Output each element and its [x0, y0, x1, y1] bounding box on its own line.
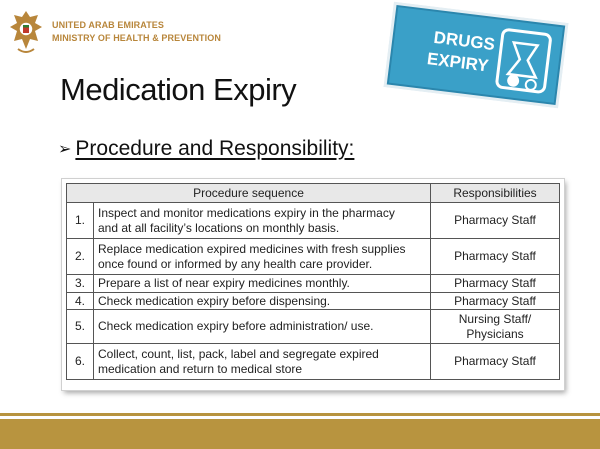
procedure-line: Inspect and monitor medications expiry in the pharmacy — [98, 206, 395, 220]
page-title: Medication Expiry — [60, 72, 297, 107]
procedure-line: Replace medication expired medicines with fresh supplies — [98, 242, 406, 256]
responsibility-cell — [431, 292, 560, 310]
col-header-responsibilities: Responsibilities — [431, 184, 560, 203]
row-number: 2. — [67, 239, 94, 275]
responsibility-line: Pharmacy Staff — [454, 354, 536, 369]
responsibility-line: Pharmacy Staff — [454, 249, 536, 264]
procedure-cell — [94, 275, 431, 293]
procedure-line: Check medication expiry before administration/ use. — [98, 319, 374, 334]
ministry-name — [52, 19, 221, 45]
row-number: 1. — [67, 203, 94, 239]
procedure-table-frame — [62, 179, 564, 390]
procedure-cell — [94, 203, 431, 239]
responsibility-cell — [431, 275, 560, 293]
procedure-line: once found or informed by any health care provider. — [98, 256, 373, 271]
table-row — [67, 275, 560, 293]
arrow-bullet-icon: ➢ — [58, 141, 72, 158]
responsibility-cell — [431, 239, 560, 275]
badge-text-1: DRUGS — [432, 27, 496, 55]
procedure-line: and at all facility’s locations on monthly basis. — [98, 220, 340, 235]
org-line-2: MINISTRY OF HEALTH & PREVENTION — [52, 33, 221, 43]
drugs-expiry-badge-icon — [383, 2, 568, 109]
responsibility-cell — [431, 203, 560, 239]
responsibility-line: Physicians — [466, 326, 524, 341]
procedure-line: Check medication expiry before dispensing. — [98, 293, 331, 308]
section-heading-text: Procedure and Responsibility: — [75, 137, 355, 160]
procedure-line: Prepare a list of near expiry medicines monthly. — [98, 276, 350, 290]
procedure-cell — [94, 344, 431, 380]
procedure-cell — [94, 310, 431, 344]
responsibility-line: Pharmacy Staff — [454, 293, 536, 308]
badge-text-2: EXPIRY — [426, 49, 490, 76]
table-row — [67, 344, 560, 380]
table-row — [67, 310, 560, 344]
procedure-cell — [94, 292, 431, 310]
col-header-procedure: Procedure sequence — [67, 184, 431, 203]
procedure-line: medication and return to medical store — [98, 361, 303, 376]
row-number: 3. — [67, 275, 94, 293]
table-row — [67, 203, 560, 239]
footer-rule — [0, 413, 600, 416]
table-row — [67, 292, 560, 310]
uae-emblem-icon — [8, 9, 44, 55]
procedure-table — [66, 183, 560, 380]
row-number: 5. — [67, 310, 94, 344]
row-number: 4. — [67, 292, 94, 310]
responsibility-line: Nursing Staff/ — [458, 312, 532, 326]
section-heading — [58, 137, 354, 161]
footer-bar — [0, 419, 600, 449]
table-row — [67, 239, 560, 275]
header — [0, 0, 600, 76]
responsibility-cell — [431, 310, 560, 344]
row-number: 6. — [67, 344, 94, 380]
procedure-cell — [94, 239, 431, 275]
table-header-row — [67, 184, 560, 203]
procedure-line: Collect, count, list, pack, label and segregate expired — [98, 347, 379, 361]
responsibility-line: Pharmacy Staff — [454, 213, 536, 228]
responsibility-cell — [431, 344, 560, 380]
responsibility-line: Pharmacy Staff — [454, 276, 536, 290]
org-line-1: UNITED ARAB EMIRATES — [52, 20, 164, 30]
